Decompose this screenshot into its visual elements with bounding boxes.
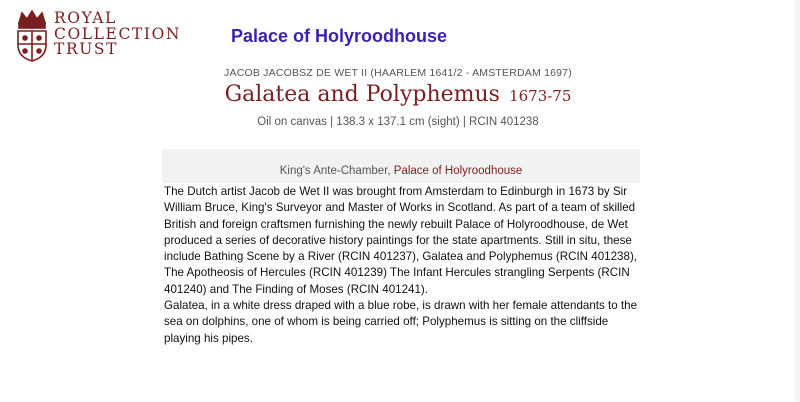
logo-wordmark — [54, 11, 181, 58]
logo-line-1: ROYAL — [54, 9, 117, 27]
artwork-title-line — [0, 82, 796, 107]
palace-link[interactable]: Palace of Holyroodhouse — [393, 165, 523, 177]
logo-line-3: TRUST — [54, 40, 119, 58]
description-paragraph-2: Galatea, in a white dress draped with a blue robe, is drawn with her female attendants to the sea on dolphins, one of whom is being carried off; Polyphemus is sitting on the cliffside playing his pipes. — [164, 299, 638, 345]
artist-name: JACOB JACOBSZ DE WET II (HAARLEM 1641/2 - AMSTERDAM 1697) — [224, 67, 572, 79]
artwork-title: Galatea and Polyphemus — [224, 82, 500, 107]
location-room: King's Ante-Chamber, — [279, 165, 394, 177]
logo-line-2: COLLECTION — [54, 24, 182, 43]
location-bar — [162, 149, 640, 183]
royal-crest-icon — [14, 9, 50, 63]
artwork-date: 1673-75 — [509, 87, 572, 105]
site-title[interactable]: Palace of Holyroodhouse — [231, 26, 448, 46]
artwork-description — [164, 184, 644, 347]
scrollbar[interactable] — [795, 0, 800, 402]
royal-collection-trust-logo[interactable] — [14, 9, 184, 65]
description-paragraph-1: The Dutch artist Jacob de Wet II was brought from Amsterdam to Edinburgh in 1673 by Sir William Bruce, King's Surveyor and Master of Works in Scotland. As part of a team of skilled British and foreign craftsmen furnishing the newly rebuilt Palace of Holyroodhouse, de Wet produced a series of decorative history paintings for the state apartments. Still in situ, these include Bathing Scene by a River (RCIN 401237), Galatea and Polyphemus (RCIN 401238), The Apotheosis of Hercules (RCIN 401239) The Infant Hercules strangling Serpents (RCIN 401240) and The Finding of Moses (RCIN 401241). — [164, 185, 638, 296]
artwork-medium: Oil on canvas | 138.3 x 137.1 cm (sight) | RCIN 401238 — [257, 116, 539, 128]
